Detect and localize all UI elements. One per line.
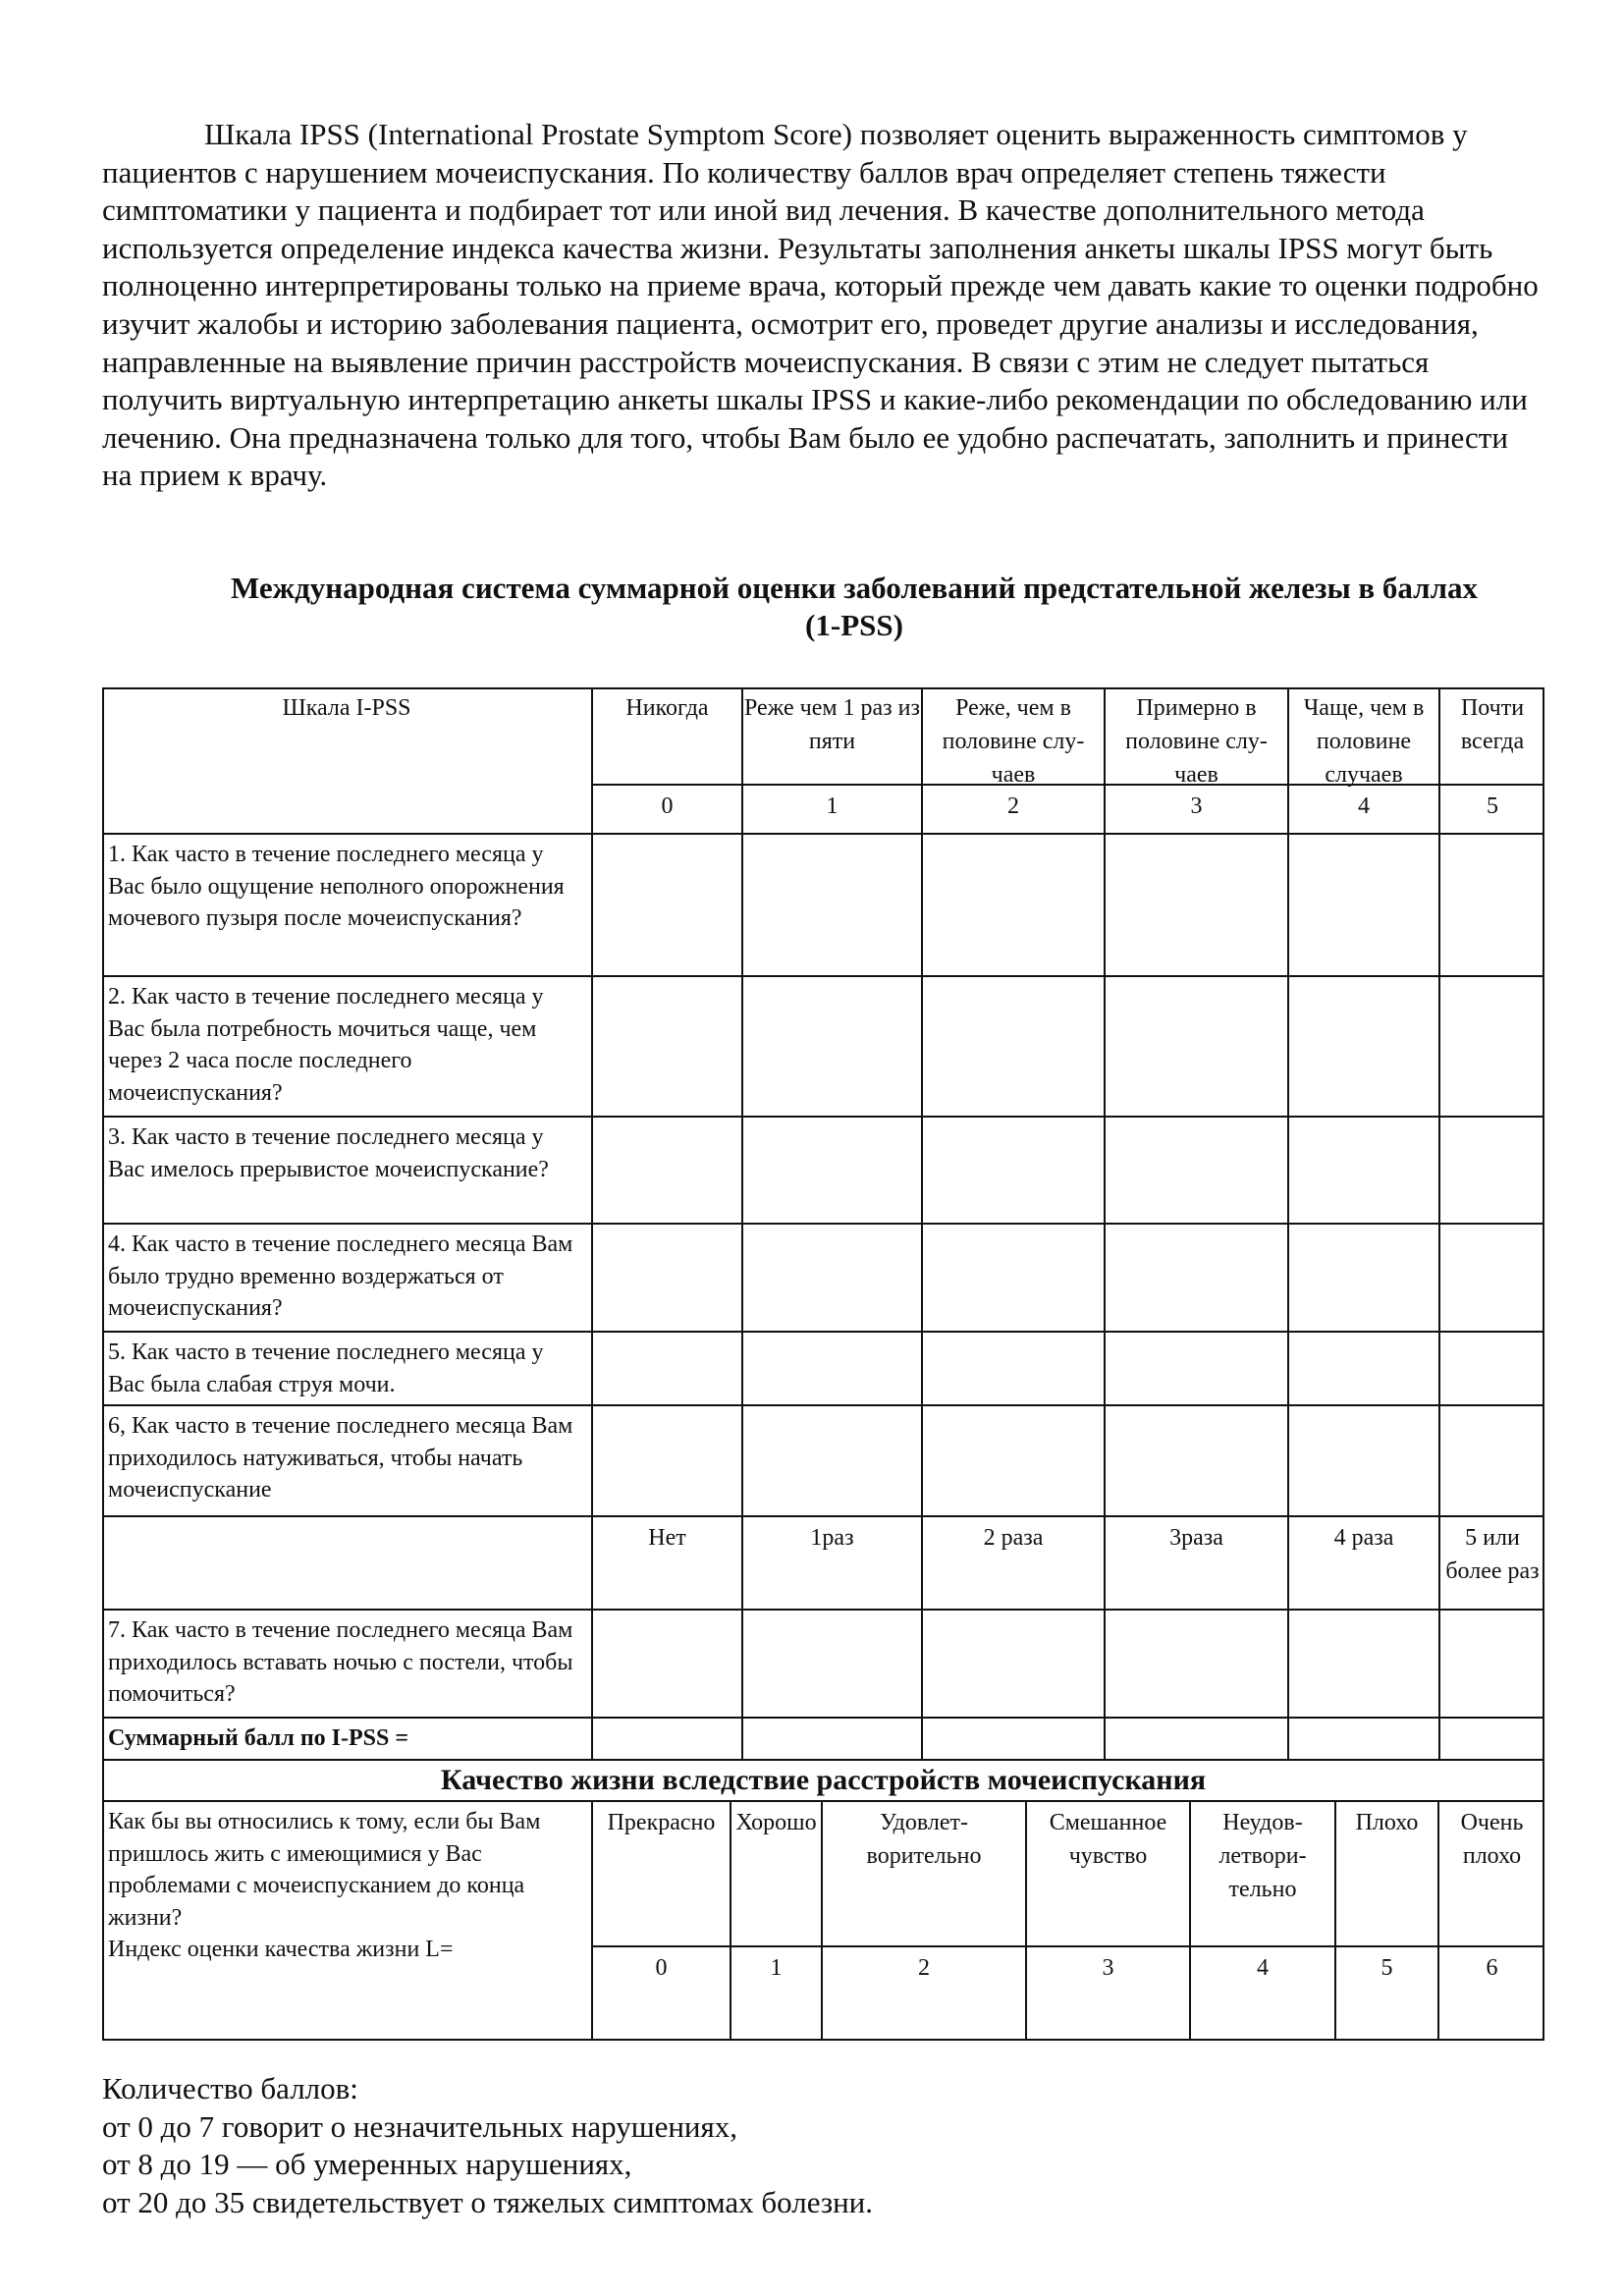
answer-cell-q2-1[interactable] xyxy=(743,977,923,1118)
answer-cell-q6-4[interactable] xyxy=(1289,1406,1440,1517)
answer-cell-q4-2[interactable] xyxy=(923,1225,1106,1333)
qol-question xyxy=(102,1802,593,2041)
frequency-column-label: Реже, чем в половине слу-чаев xyxy=(923,687,1106,786)
answer-cell-q2-5[interactable] xyxy=(1440,977,1544,1118)
frequency-column-score: 2 xyxy=(923,786,1106,835)
frequency-column-label: Реже чем 1 раз из пяти xyxy=(743,687,923,786)
qol-option-label[interactable]: Плохо xyxy=(1336,1802,1439,1947)
qol-option-score[interactable]: 3 xyxy=(1027,1947,1191,2041)
page-title xyxy=(157,570,1551,644)
answer-cell-q2-2[interactable] xyxy=(923,977,1106,1118)
qol-option-label[interactable]: Неудов-летвори-тельно xyxy=(1191,1802,1336,1947)
answer-cell-q6-5[interactable] xyxy=(1440,1406,1544,1517)
question-6: 6, Как часто в течение последнего месяца Вам приходилось натуживаться, чтобы начать мочеиспускание xyxy=(102,1406,593,1517)
answer-cell-q7-3[interactable] xyxy=(1106,1611,1289,1719)
qol-option-label[interactable]: Прекрасно xyxy=(593,1802,731,1947)
score-range-moderate: от 8 до 19 — об умеренных нарушениях, xyxy=(102,2147,632,2181)
answer-cell-q4-0[interactable] xyxy=(593,1225,743,1333)
intro-paragraph: Шкала IPSS (International Prostate Symptom Score) позволяет оценить выраженность симптомов у пациентов с нарушением мочеиспускания. По количеству баллов врач определяет степень тяжести симптоматики у пациента и подбирает тот или иной вид лечения. В качестве дополнительного метода используется определение индекса качества жизни. Результаты заполнения анкеты шкалы IPSS могут быть полноценно интерпретированы только на приеме врача, который прежде чем давать какие то оценки подробно изучит жалобы и историю заболевания пациента, осмотрит его, проведет другие анализы и исследования, направленные на выявление причин расстройств мочеиспускания. В связи с этим не следует пытаться получить виртуальную интерпретацию анкеты шкалы IPSS и какие-либо рекомендации по обследованию или лечению. Она предназначена только для того, чтобы Вам было ее удобно распечатать, заполнить и принести на прием к врачу. xyxy=(102,117,1539,493)
sum-score-cell-0[interactable] xyxy=(593,1719,743,1761)
frequency-column-score: 5 xyxy=(1440,786,1544,835)
nocturia-column-label: 5 или более раз xyxy=(1440,1517,1544,1611)
answer-cell-q1-5[interactable] xyxy=(1440,835,1544,977)
qol-option-label[interactable]: Хорошо xyxy=(731,1802,823,1947)
frequency-column-label: Чаще, чем в половине случаев xyxy=(1289,687,1440,786)
qol-option-score[interactable]: 4 xyxy=(1191,1947,1336,2041)
answer-cell-q1-2[interactable] xyxy=(923,835,1106,977)
answer-cell-q4-5[interactable] xyxy=(1440,1225,1544,1333)
nocturia-column-label: 2 раза xyxy=(923,1517,1106,1611)
answer-cell-q3-4[interactable] xyxy=(1289,1118,1440,1225)
answer-cell-q6-3[interactable] xyxy=(1106,1406,1289,1517)
answer-cell-q4-3[interactable] xyxy=(1106,1225,1289,1333)
sum-score-cell-4[interactable] xyxy=(1289,1719,1440,1761)
sum-score-cell-3[interactable] xyxy=(1106,1719,1289,1761)
sum-score-cell-5[interactable] xyxy=(1440,1719,1544,1761)
sum-score-label: Суммарный балл по I-PSS = xyxy=(102,1719,593,1761)
qol-title: Качество жизни вследствие расстройств мочеиспускания xyxy=(102,1761,1544,1802)
score-range-mild: от 0 до 7 говорит о незначительных нарушениях, xyxy=(102,2108,738,2144)
answer-cell-q1-1[interactable] xyxy=(743,835,923,977)
answer-cell-q3-3[interactable] xyxy=(1106,1118,1289,1225)
answer-cell-q5-2[interactable] xyxy=(923,1333,1106,1406)
frequency-column-label: Почти всегда xyxy=(1440,687,1544,786)
qol-option-label[interactable]: Смешанное чувство xyxy=(1027,1802,1191,1947)
qol-option-score[interactable]: 0 xyxy=(593,1947,731,2041)
qol-option-score[interactable]: 5 xyxy=(1336,1947,1439,2041)
question-1: 1. Как часто в течение последнего месяца у Вас было ощущение неполного опорожнения мочевого пузыря после мочеиспускания? xyxy=(102,835,593,977)
frequency-column-score: 0 xyxy=(593,786,743,835)
title-line-1: Международная система суммарной оценки заболеваний предстательной железы в баллах xyxy=(231,571,1478,605)
nocturia-column-label: 4 раза xyxy=(1289,1517,1440,1611)
nocturia-column-label: 1раз xyxy=(743,1517,923,1611)
frequency-column-label: Никогда xyxy=(593,687,743,786)
ipss-table xyxy=(102,687,1544,2041)
answer-cell-q2-4[interactable] xyxy=(1289,977,1440,1118)
frequency-column-label: Примерно в половине слу-чаев xyxy=(1106,687,1289,786)
answer-cell-q5-0[interactable] xyxy=(593,1333,743,1406)
question-2: 2. Как часто в течение последнего месяца у Вас была потребность мочиться чаще, чем через 2 часа после последнего мочеиспускания? xyxy=(102,977,593,1118)
answer-cell-q6-1[interactable] xyxy=(743,1406,923,1517)
question-5: 5. Как часто в течение последнего месяца у Вас была слабая струя мочи. xyxy=(102,1333,593,1406)
answer-cell-q2-3[interactable] xyxy=(1106,977,1289,1118)
sum-score-cell-1[interactable] xyxy=(743,1719,923,1761)
answer-cell-q7-2[interactable] xyxy=(923,1611,1106,1719)
qol-option-label[interactable]: Удовлет-ворительно xyxy=(823,1802,1027,1947)
qol-option-score[interactable]: 6 xyxy=(1439,1947,1544,2041)
answer-cell-q5-1[interactable] xyxy=(743,1333,923,1406)
answer-cell-q7-0[interactable] xyxy=(593,1611,743,1719)
answer-cell-q3-5[interactable] xyxy=(1440,1118,1544,1225)
answer-cell-q5-4[interactable] xyxy=(1289,1333,1440,1406)
frequency-column-score: 3 xyxy=(1106,786,1289,835)
question-4: 4. Как часто в течение последнего месяца Вам было трудно временно воздержаться от мочеиспускания? xyxy=(102,1225,593,1333)
sum-score-cell-2[interactable] xyxy=(923,1719,1106,1761)
answer-cell-q1-3[interactable] xyxy=(1106,835,1289,977)
nocturia-column-label: Нет xyxy=(593,1517,743,1611)
qol-question-text: Как бы вы относились к тому, если бы Вам пришлось жить с имеющимися у Вас проблемами с мочеиспусканием до конца жизни? xyxy=(108,1809,541,1931)
answer-cell-q3-2[interactable] xyxy=(923,1118,1106,1225)
answer-cell-q6-2[interactable] xyxy=(923,1406,1106,1517)
answer-cell-q2-0[interactable] xyxy=(593,977,743,1118)
qol-option-label[interactable]: Очень плохо xyxy=(1439,1802,1544,1947)
answer-cell-q4-4[interactable] xyxy=(1289,1225,1440,1333)
answer-cell-q7-5[interactable] xyxy=(1440,1611,1544,1719)
qol-option-score[interactable]: 1 xyxy=(731,1947,823,2041)
answer-cell-q5-5[interactable] xyxy=(1440,1333,1544,1406)
answer-cell-q1-0[interactable] xyxy=(593,835,743,977)
answer-cell-q6-0[interactable] xyxy=(593,1406,743,1517)
title-line-2: (1-PSS) xyxy=(805,608,903,642)
answer-cell-q5-3[interactable] xyxy=(1106,1333,1289,1406)
answer-cell-q3-1[interactable] xyxy=(743,1118,923,1225)
answer-cell-q7-4[interactable] xyxy=(1289,1611,1440,1719)
qol-option-score[interactable]: 2 xyxy=(823,1947,1027,2041)
intro-text xyxy=(102,116,1545,495)
qol-index-label: Индекс оценки качества жизни L= xyxy=(108,1937,454,1962)
nocturia-column-label: 3раза xyxy=(1106,1517,1289,1611)
score-range-severe: от 20 до 35 свидетельствует о тяжелых симптомах болезни. xyxy=(102,2184,874,2219)
frequency-column-score: 1 xyxy=(743,786,923,835)
answer-cell-q3-0[interactable] xyxy=(593,1118,743,1225)
score-interpretation xyxy=(102,2070,873,2221)
score-heading: Количество баллов: xyxy=(102,2071,358,2105)
answer-cell-q7-1[interactable] xyxy=(743,1611,923,1719)
question-3: 3. Как часто в течение последнего месяца у Вас имелось прерывистое мочеиспускание? xyxy=(102,1118,593,1225)
scale-header: Шкала I-PSS xyxy=(102,687,593,835)
answer-cell-q1-4[interactable] xyxy=(1289,835,1440,977)
frequency-column-score: 4 xyxy=(1289,786,1440,835)
question-7: 7. Как часто в течение последнего месяца Вам приходилось вставать ночью с постели, чтобы помочиться? xyxy=(102,1611,593,1719)
answer-cell-q4-1[interactable] xyxy=(743,1225,923,1333)
nocturia-header-blank xyxy=(102,1517,593,1611)
